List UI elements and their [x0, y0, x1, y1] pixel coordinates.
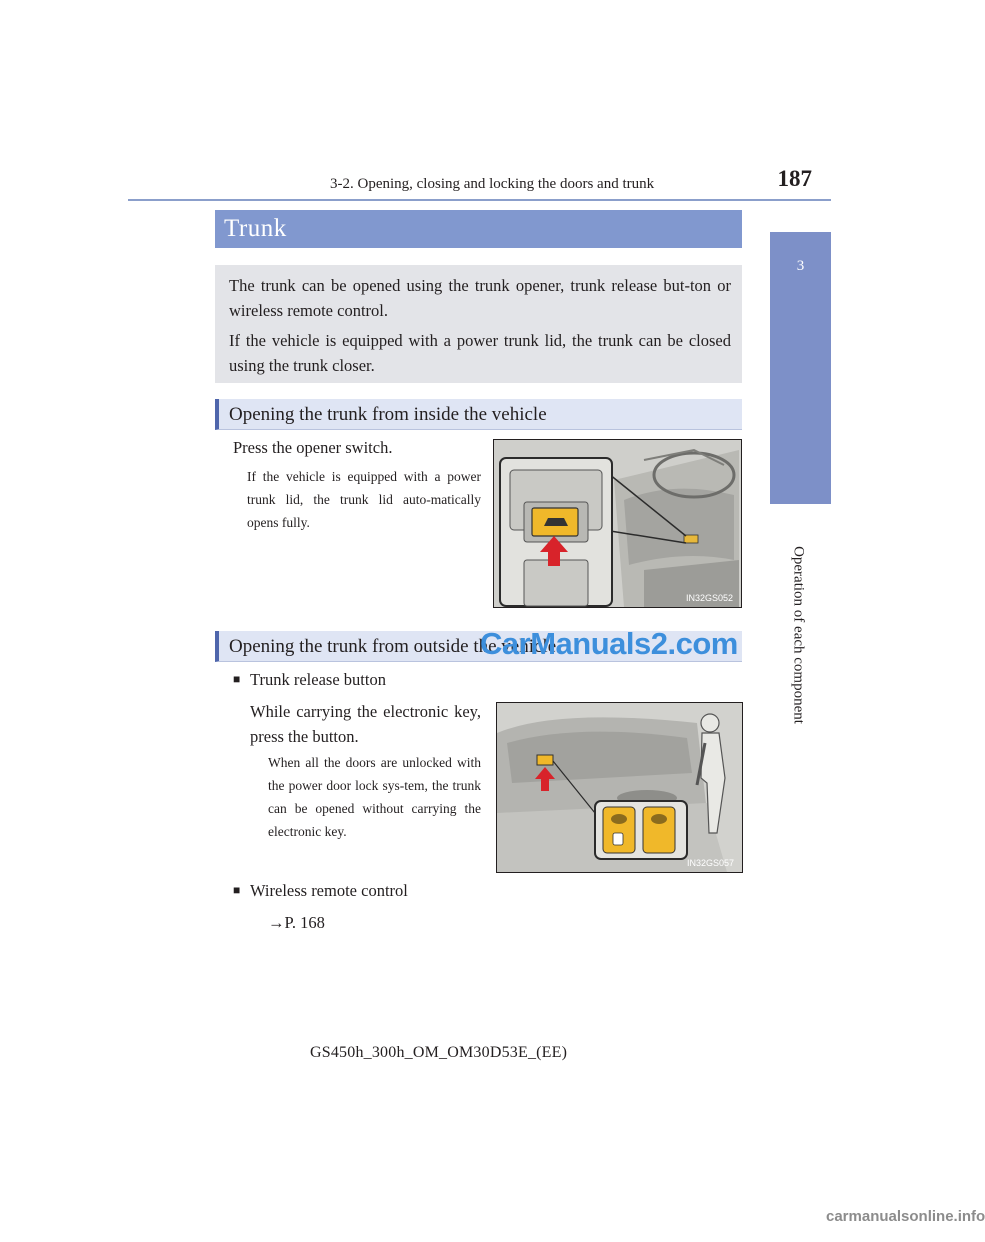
chapter-side-label: [748, 537, 848, 732]
note-doors-unlocked: When all the doors are unlocked with the power door lock sys-tem, the trunk can be opened without carrying the electronic key.: [268, 755, 481, 839]
figure-code-outside: IN32GS057: [686, 858, 734, 868]
instruction-press-opener: Press the opener switch.: [233, 438, 393, 457]
chapter-side-label-text: Operation of each component: [790, 545, 807, 724]
figure-opener-switch: [493, 439, 742, 608]
figure-code-inside: IN32GS052: [685, 593, 733, 603]
section-title: 3-2. Opening, closing and locking the doors and trunk: [330, 176, 655, 192]
page-reference-link[interactable]: →P. 168: [268, 913, 325, 932]
header-divider: [128, 199, 831, 201]
section-heading-inside: Opening the trunk from inside the vehicle: [229, 404, 547, 425]
title-bar: [215, 210, 742, 248]
bullet-icon: ■: [233, 672, 241, 686]
trunk-release-illustration: [497, 703, 742, 872]
intro-paragraph-1: The trunk can be opened using the trunk opener, trunk release but-ton or wireless remote control.: [229, 276, 731, 320]
item-trunk-release-button: Trunk release button: [250, 670, 386, 689]
intro-paragraph-2: If the vehicle is equipped with a power trunk lid, the trunk can be closed using the trunk closer.: [229, 331, 731, 375]
opener-switch-illustration: [494, 440, 741, 607]
bullet-icon: ■: [233, 883, 241, 897]
instruction-carry-key: While carrying the electronic key, press the button.: [250, 702, 481, 746]
section-heading-outside: Opening the trunk from outside the vehicle: [229, 636, 557, 657]
page-title: Trunk: [224, 215, 287, 242]
chapter-tab-number: 3: [796, 258, 805, 274]
page-number: 187: [777, 166, 812, 191]
watermark-middle: CarManuals2.com: [480, 626, 738, 661]
note-power-trunk-lid: If the vehicle is equipped with a power trunk lid, the trunk lid auto-matically opens fully.: [247, 469, 481, 530]
document-code-footer: GS450h_300h_OM_OM30D53E_(EE): [310, 1044, 568, 1061]
item-wireless-remote: Wireless remote control: [250, 881, 408, 900]
watermark-corner: carmanualsonline.info: [826, 1208, 985, 1225]
figure-trunk-release-button: [496, 702, 743, 873]
